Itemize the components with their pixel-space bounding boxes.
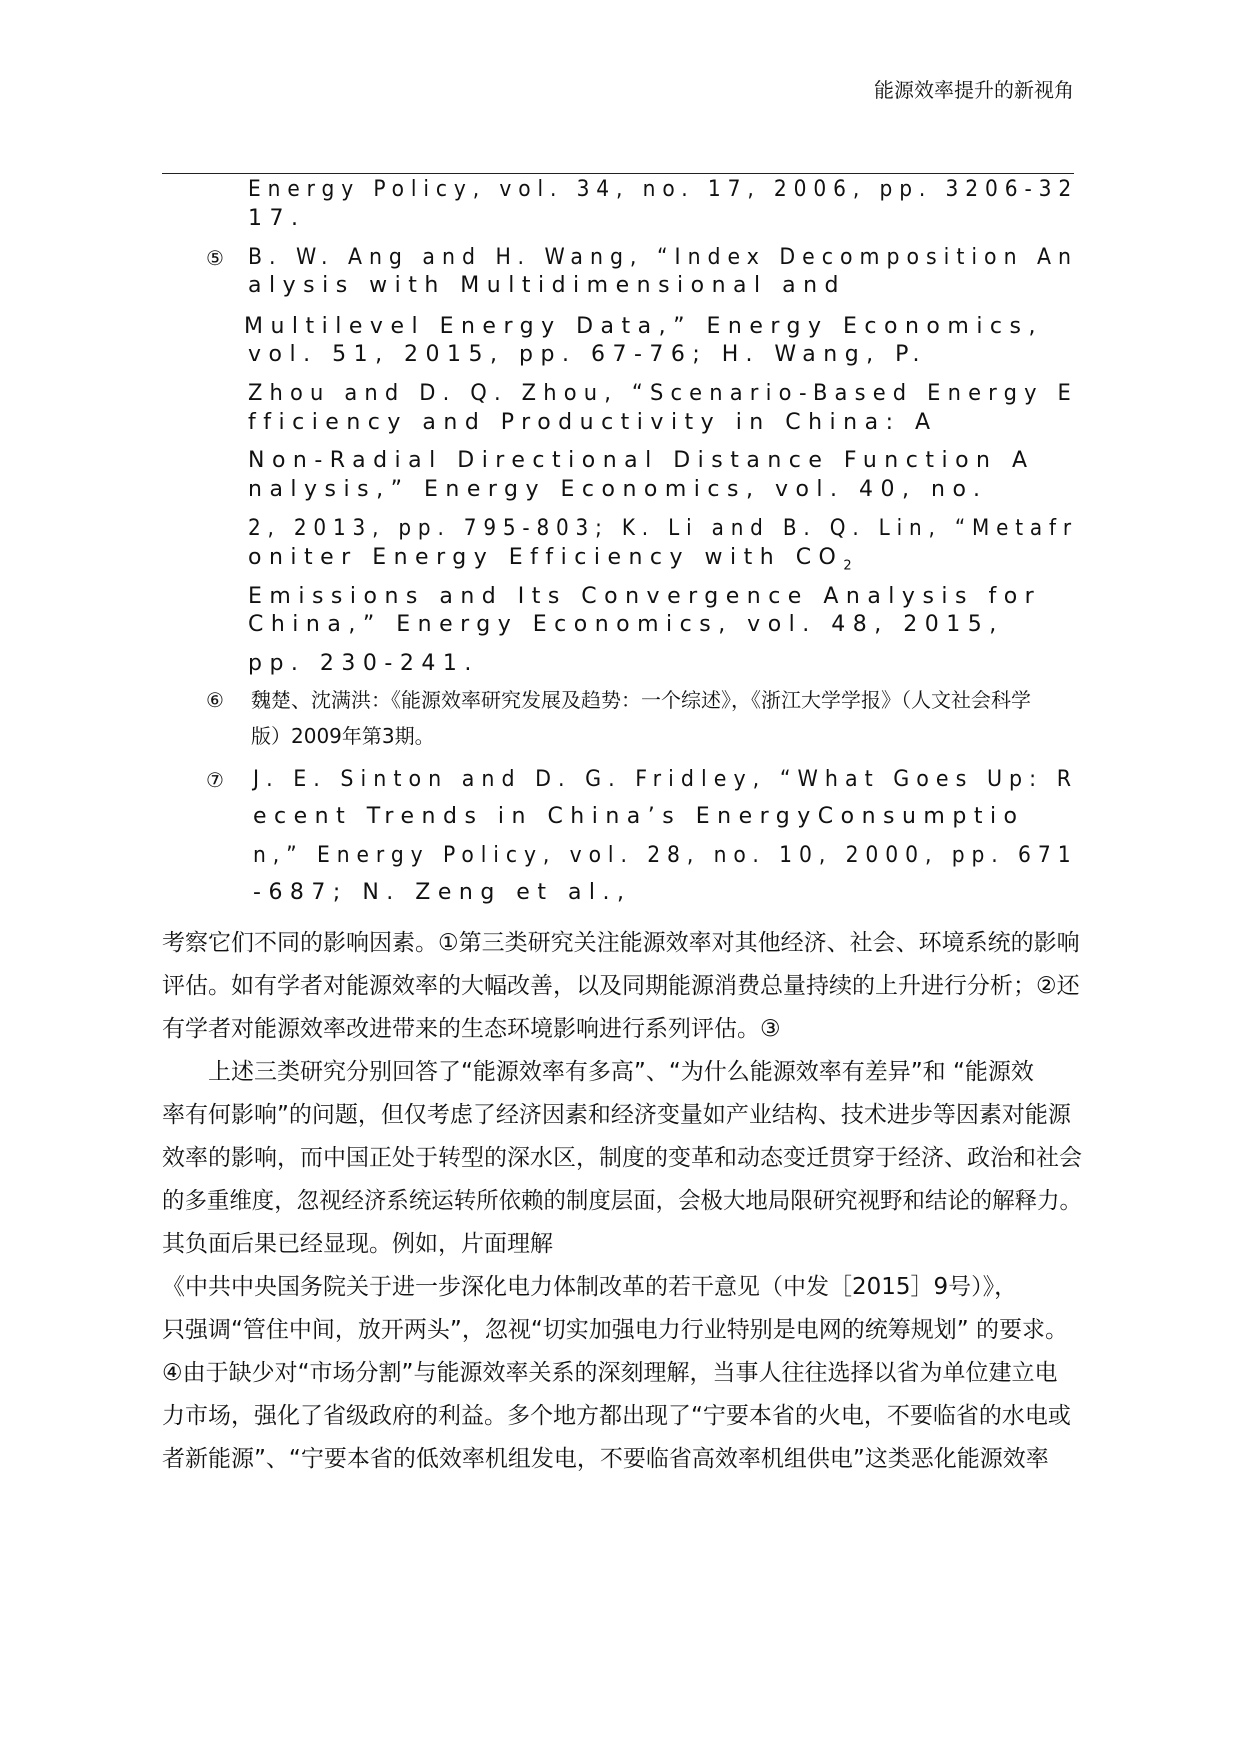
footnote-7-line: ecent Trends in China’s EnergyConsumptio [253,804,1025,829]
footnote-mark-6: ⑥ [206,688,224,712]
footnote-5-line: Emissions and Its Convergence Analysis for [248,584,1042,609]
body-line: 效率的影响，而中国正处于转型的深水区，制度的变革和动态变迁贯穿于经济、政治和社会 [162,1145,1082,1171]
footnote-5-line: Zhou and D. Q. Zhou, “Scenario-Based Energy E [248,381,1078,406]
body-line: 力市场，强化了省级政府的利益。多个地方都出现了“宁要本省的火电，不要临省的水电或 [162,1403,1071,1429]
running-header: 能源效率提升的新视角 [874,78,1074,102]
footnote-5-line: nalysis,” Energy Economics, vol. 40, no. [248,477,988,502]
footnote-7-line: J. E. Sinton and D. G. Fridley, “What Goes Up: R [253,767,1079,792]
footnote-continuation-line: Energy Policy, vol. 34, no. 17, 2006, pp. 3206-32 [248,177,1079,202]
footnote-continuation-line: 17. [248,206,306,231]
body-line: 考察它们不同的影响因素。①第三类研究关注能源效率对其他经济、社会、环境系统的影响 [162,930,1080,956]
body-line: 其负面后果已经显现。例如，片面理解 [162,1231,553,1257]
body-line: 评估。如有学者对能源效率的大幅改善，以及同期能源消费总量持续的上升进行分析；②还 [162,973,1080,999]
footnote-5-line: vol. 51, 2015, pp. 67-76; H. Wang, P. [248,342,927,367]
body-line: 的多重维度，忽视经济系统运转所依赖的制度层面，会极大地局限研究视野和结论的解释力。 [162,1188,1082,1214]
body-line: 上述三类研究分别回答了“能源效率有多高”、“为什么能源效率有差异”和 “能源效 [162,1059,1034,1085]
footnote-7-line: n,” Energy Policy, vol. 28, no. 10, 2000, pp. 671 [253,843,1078,868]
footnote-mark-7: ⑦ [206,768,224,792]
footnote-5-line-co2 [248,544,852,580]
footnote-6-line: 魏楚、沈满洪：《能源效率研究发展及趋势：一个综述》，《浙江大学学报》（人文社会科学 [251,688,1031,712]
footnote-5-line: 2, 2013, pp. 795-803; K. Li and B. Q. Lin, “Metafr [248,516,1078,541]
body-line: 《中共中央国务院关于进一步深化电力体制改革的若干意见（中发［2015］9号）》， [162,1274,1018,1300]
body-line: 只强调“管住中间，放开两头”，忽视“切实加强电力行业特别是电网的统筹规划” 的要求。 [162,1317,1068,1343]
footnote-5-line: China,” Energy Economics, vol. 48, 2015, [248,612,1004,637]
body-line: 有学者对能源效率改进带来的生态环境影响进行系列评估。③ [162,1016,781,1042]
body-line: 率有何影响”的问题，但仅考虑了经济因素和经济变量如产业结构、技术进步等因素对能源 [162,1102,1071,1128]
footnote-mark-5: ⑤ [206,246,224,270]
footnote-5-line: pp. 230-241. [248,651,479,676]
co2-subscript: 2 [843,558,852,574]
footnote-5-line: Non-Radial Directional Distance Function A [248,448,1035,473]
body-line: ④由于缺少对“市场分割”与能源效率关系的深刻理解，当事人往往选择以省为单位建立电 [162,1360,1058,1386]
footnote-5-line: B. W. Ang and H. Wang, “Index Decomposition An [248,245,1079,270]
footnote-5-line: fficiency and Productivity in China: A [248,410,938,435]
footnote-separator [162,173,1074,174]
body-line: 者新能源”、“宁要本省的低效率机组发电，不要临省高效率机组供电”这类恶化能源效率 [162,1446,1049,1472]
footnote-5-line: alysis with Multidimensional and [248,273,847,298]
footnote-5-text: oniter Energy Efficiency with CO [248,545,844,570]
footnote-6-line: 版）2009年第3期。 [251,724,435,748]
footnote-5-line: Multilevel Energy Data,” Energy Economics, [244,314,1043,339]
footnote-7-line: -687; N. Zeng et al., [253,880,632,905]
